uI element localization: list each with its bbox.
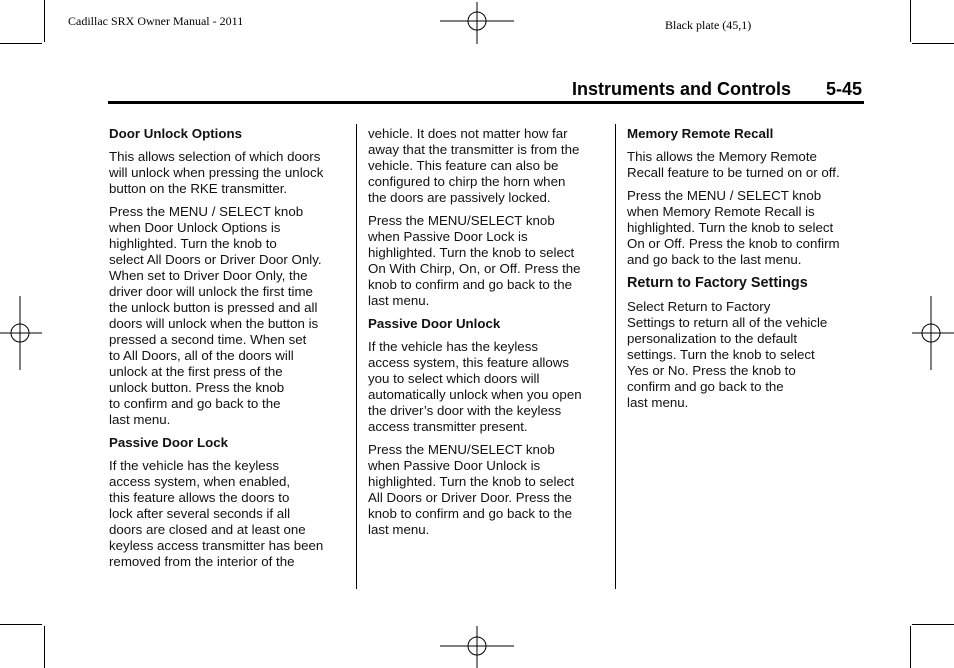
page-number: 5-45 [826,79,863,99]
topic-heading: Passive Door Unlock [368,316,501,331]
subsection-heading: Return to Factory Settings [627,275,808,291]
body-paragraph: If the vehicle has the keyless access system, when enabled, this feature allows the doors to lock after several seconds if all doors are closed and at least one keyless access transmitter has been removed from the interior of the [109,458,324,569]
section-header [572,79,863,100]
topic-heading: Passive Door Lock [109,435,228,450]
crop-mark-bottom-left-horizontal [0,624,42,625]
plate-label: Black plate (45,1) [665,18,752,32]
manual-title: Cadillac SRX Owner Manual - 2011 [68,14,244,28]
section-title: Instruments and Controls [572,79,792,99]
text-column-right [627,126,869,418]
registration-mark-bottom [440,626,514,668]
column-divider-1 [356,124,357,589]
crop-mark-bottom-left-vertical [44,626,45,668]
column-divider-2 [615,124,616,589]
crop-mark-top-left-horizontal [0,43,42,44]
crop-mark-bottom-right-horizontal [912,624,954,625]
registration-mark-right [912,296,954,370]
topic-heading: Memory Remote Recall [627,126,774,141]
registration-mark-top [440,2,514,44]
body-paragraph: This allows the Memory Remote Recall feature to be turned on or off. [627,149,840,180]
crop-mark-top-right-horizontal [912,43,954,44]
body-paragraph: Press the MENU / SELECT knob when Memory Remote Recall is highlighted. Turn the knob to select On or Off. Press the knob to confirm and go back to the last menu. [627,188,840,267]
body-paragraph: Select Return to Factory Settings to return all of the vehicle personalization to the default settings. Turn the knob to select Yes or No. Press the knob to confirm and go back to the last menu. [627,299,828,410]
body-paragraph: vehicle. It does not matter how far away that the transmitter is from the vehicle. This feature can also be configured to chirp the horn when the doors are passively locked. [368,126,580,205]
topic-heading: Door Unlock Options [109,126,242,141]
crop-mark-top-right-vertical [910,0,911,42]
body-paragraph: Press the MENU/SELECT knob when Passive Door Unlock is highlighted. Turn the knob to select All Doors or Driver Door. Press the knob to confirm and go back to the last menu. [368,442,575,537]
body-paragraph: Press the MENU / SELECT knob when Door Unlock Options is highlighted. Turn the knob to select All Doors or Driver Door Only. When set to Driver Door Only, the driver door will unlock the first time the unlock button is pressed and all doors will unlock when the button is pressed a second time. When set to All Doors, all of the doors will unlock at the first press of the unlock button. Press the knob to confirm and go back to the last menu. [109,204,322,427]
header-rule [108,101,864,104]
crop-mark-top-left-vertical [44,0,45,42]
body-paragraph: Press the MENU/SELECT knob when Passive Door Lock is highlighted. Turn the knob to select On With Chirp, On, or Off. Press the knob to confirm and go back to the last menu. [368,213,581,308]
body-paragraph: This allows selection of which doors will unlock when pressing the unlock button on the RKE transmitter. [109,149,324,196]
crop-mark-bottom-right-vertical [910,626,911,668]
text-column-middle [368,126,610,545]
text-column-left [109,126,351,577]
registration-mark-left [0,296,42,370]
body-paragraph: If the vehicle has the keyless access system, this feature allows you to select which doors will automatically unlock when you open the driver’s door with the keyless access transmitter present. [368,339,582,434]
